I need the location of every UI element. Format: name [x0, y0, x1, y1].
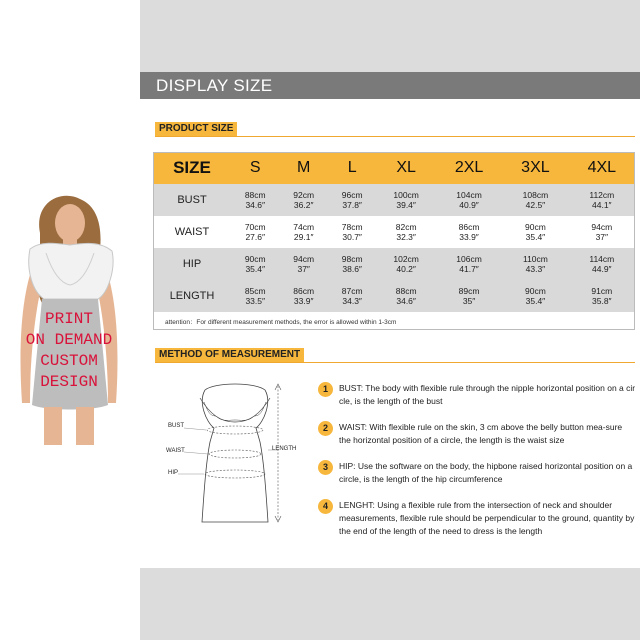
- table-cell: [279, 280, 327, 312]
- step-number-badge: 1: [318, 382, 333, 397]
- cm-value: 89cm: [458, 286, 480, 296]
- size-col-header: L: [328, 152, 376, 184]
- top-gray-band: [140, 0, 640, 72]
- table-cell: [328, 248, 376, 280]
- table-cell: [502, 248, 568, 280]
- table-cell: [231, 280, 279, 312]
- table-row: [153, 184, 635, 216]
- table-cell: [502, 216, 568, 248]
- step-number-badge: 3: [318, 460, 333, 475]
- size-col-header: 4XL: [569, 152, 635, 184]
- table-cell: [569, 280, 635, 312]
- measurement-step: [318, 499, 636, 538]
- table-row: [153, 216, 635, 248]
- inch-value: 37″: [297, 264, 310, 274]
- cm-value: 74cm: [293, 222, 315, 232]
- inch-value: 39.4″: [396, 200, 416, 210]
- measurement-step: [318, 421, 636, 447]
- diagram-bust-label: BUST: [168, 423, 185, 429]
- step-text: WAIST: With flexible rule on the skin, 3 cm above the belly button mea-sure the horizontal position of a circle, the length is the waist size: [339, 422, 623, 445]
- table-cell: [328, 216, 376, 248]
- size-col-header: XL: [376, 152, 435, 184]
- inch-value: 32.3″: [396, 232, 416, 242]
- table-cell: [279, 248, 327, 280]
- method-of-measurement-tag: METHOD OF MEASUREMENT: [155, 348, 304, 362]
- cm-value: 91cm: [591, 286, 613, 296]
- table-cell: [502, 280, 568, 312]
- divider: [155, 136, 635, 137]
- size-col-header: 2XL: [436, 152, 502, 184]
- cm-value: 106cm: [456, 254, 482, 264]
- overlay-line: ON DEMAND: [25, 331, 113, 349]
- cm-value: 94cm: [591, 222, 613, 232]
- table-cell: [328, 184, 376, 216]
- diagram-waist-label: WAIST: [166, 448, 185, 454]
- row-label: LENGTH: [153, 280, 231, 312]
- inch-value: 36.2″: [293, 200, 314, 210]
- inch-value: 44.9″: [592, 264, 612, 274]
- inch-value: 30.7″: [342, 232, 362, 242]
- table-cell: [569, 248, 635, 280]
- table-cell: [376, 184, 435, 216]
- cm-value: 78cm: [341, 222, 363, 232]
- table-cell: [502, 184, 568, 216]
- inch-value: 29.1″: [293, 232, 314, 242]
- cm-value: 110cm: [522, 254, 548, 264]
- size-col-header: M: [279, 152, 327, 184]
- size-table: [153, 152, 635, 330]
- cm-value: 114cm: [589, 254, 615, 264]
- step-text: BUST: The body with flexible rule through the nipple horizontal position on a cir cle, is the length of the bust: [339, 383, 636, 406]
- table-cell: [376, 216, 435, 248]
- cm-value: 92cm: [293, 190, 315, 200]
- cm-value: 86cm: [458, 222, 480, 232]
- size-header-label: SIZE: [153, 152, 231, 184]
- diagram-hip-label: HIP: [168, 470, 179, 476]
- table-cell: [376, 248, 435, 280]
- measurement-step: [318, 460, 636, 486]
- inch-value: 40.2″: [396, 264, 416, 274]
- cm-value: 85cm: [244, 286, 266, 296]
- inch-value: 44.1″: [592, 200, 612, 210]
- overlay-line: CUSTOM: [40, 352, 98, 370]
- inch-value: 37.8″: [342, 200, 362, 210]
- table-note-row: [153, 312, 635, 330]
- cm-value: 100cm: [393, 190, 419, 200]
- table-cell: [279, 184, 327, 216]
- table-cell: [436, 184, 502, 216]
- inch-value: 37″: [595, 232, 609, 242]
- size-header-row: [153, 152, 635, 184]
- model-photo: [0, 193, 138, 445]
- inch-value: 34.6″: [396, 296, 416, 306]
- cm-value: 87cm: [341, 286, 363, 296]
- inch-value: 27.6″: [245, 232, 266, 242]
- inch-value: 43.3″: [525, 264, 546, 274]
- diagram-length-label: LENGTH: [272, 446, 297, 452]
- table-cell: [279, 216, 327, 248]
- inch-value: 42.5″: [525, 200, 546, 210]
- inch-value: 38.6″: [342, 264, 362, 274]
- inch-value: 35.4″: [245, 264, 266, 274]
- step-number-badge: 2: [318, 421, 333, 436]
- bottom-gray-band: [140, 568, 640, 640]
- display-size-header: DISPLAY SIZE: [140, 72, 640, 99]
- inch-value: 35″: [462, 296, 476, 306]
- size-col-header: 3XL: [502, 152, 568, 184]
- cm-value: 82cm: [395, 222, 417, 232]
- table-cell: [231, 248, 279, 280]
- cm-value: 86cm: [293, 286, 315, 296]
- overlay-line: PRINT: [44, 310, 94, 328]
- table-cell: [569, 184, 635, 216]
- table-cell: [231, 216, 279, 248]
- table-cell: [376, 280, 435, 312]
- step-number-badge: 4: [318, 499, 333, 514]
- inch-value: 40.9″: [459, 200, 479, 210]
- cm-value: 90cm: [525, 286, 546, 296]
- cm-value: 102cm: [393, 254, 419, 264]
- row-label: BUST: [153, 184, 231, 216]
- inch-value: 33.9″: [459, 232, 479, 242]
- cm-value: 88cm: [244, 190, 266, 200]
- step-text: HIP: Use the software on the body, the hipbone raised horizontal position on a circle, is the length of the hip circumference: [339, 461, 633, 484]
- cm-value: 94cm: [293, 254, 315, 264]
- table-cell: [231, 184, 279, 216]
- row-label: WAIST: [153, 216, 231, 248]
- measurement-note: attention：For different measurement methods, the error is allowed within 1-3cm: [153, 312, 635, 330]
- table-cell: [569, 216, 635, 248]
- step-text: LENGHT: Using a flexible rule from the intersection of neck and shoulder measurements, flexible rule should be perpendicular to the ground, quantity by the end of the length of the need to dress is the length: [339, 500, 635, 536]
- cm-value: 108cm: [522, 190, 549, 200]
- cm-value: 90cm: [244, 254, 266, 264]
- inch-value: 34.3″: [342, 296, 362, 306]
- size-col-header: S: [231, 152, 279, 184]
- measurement-step: [318, 382, 636, 408]
- table-cell: [436, 216, 502, 248]
- table-cell: [436, 248, 502, 280]
- inch-value: 33.9″: [293, 296, 314, 306]
- cm-value: 88cm: [395, 286, 417, 296]
- cm-value: 90cm: [525, 222, 546, 232]
- row-label: HIP: [153, 248, 231, 280]
- table-row: [153, 280, 635, 312]
- table-cell: [328, 280, 376, 312]
- inch-value: 41.7″: [459, 264, 479, 274]
- inch-value: 34.6″: [245, 200, 266, 210]
- cm-value: 98cm: [341, 254, 363, 264]
- inch-value: 33.5″: [245, 296, 266, 306]
- cm-value: 104cm: [456, 190, 482, 200]
- inch-value: 35.8″: [592, 296, 612, 306]
- inch-value: 35.4″: [525, 232, 546, 242]
- table-row: [153, 248, 635, 280]
- overlay-line: DESIGN: [40, 373, 98, 391]
- cm-value: 96cm: [341, 190, 363, 200]
- cm-value: 70cm: [244, 222, 266, 232]
- product-size-tag: PRODUCT SIZE: [155, 122, 237, 136]
- divider: [155, 362, 635, 363]
- inch-value: 35.4″: [525, 296, 546, 306]
- cm-value: 112cm: [589, 190, 615, 200]
- table-cell: [436, 280, 502, 312]
